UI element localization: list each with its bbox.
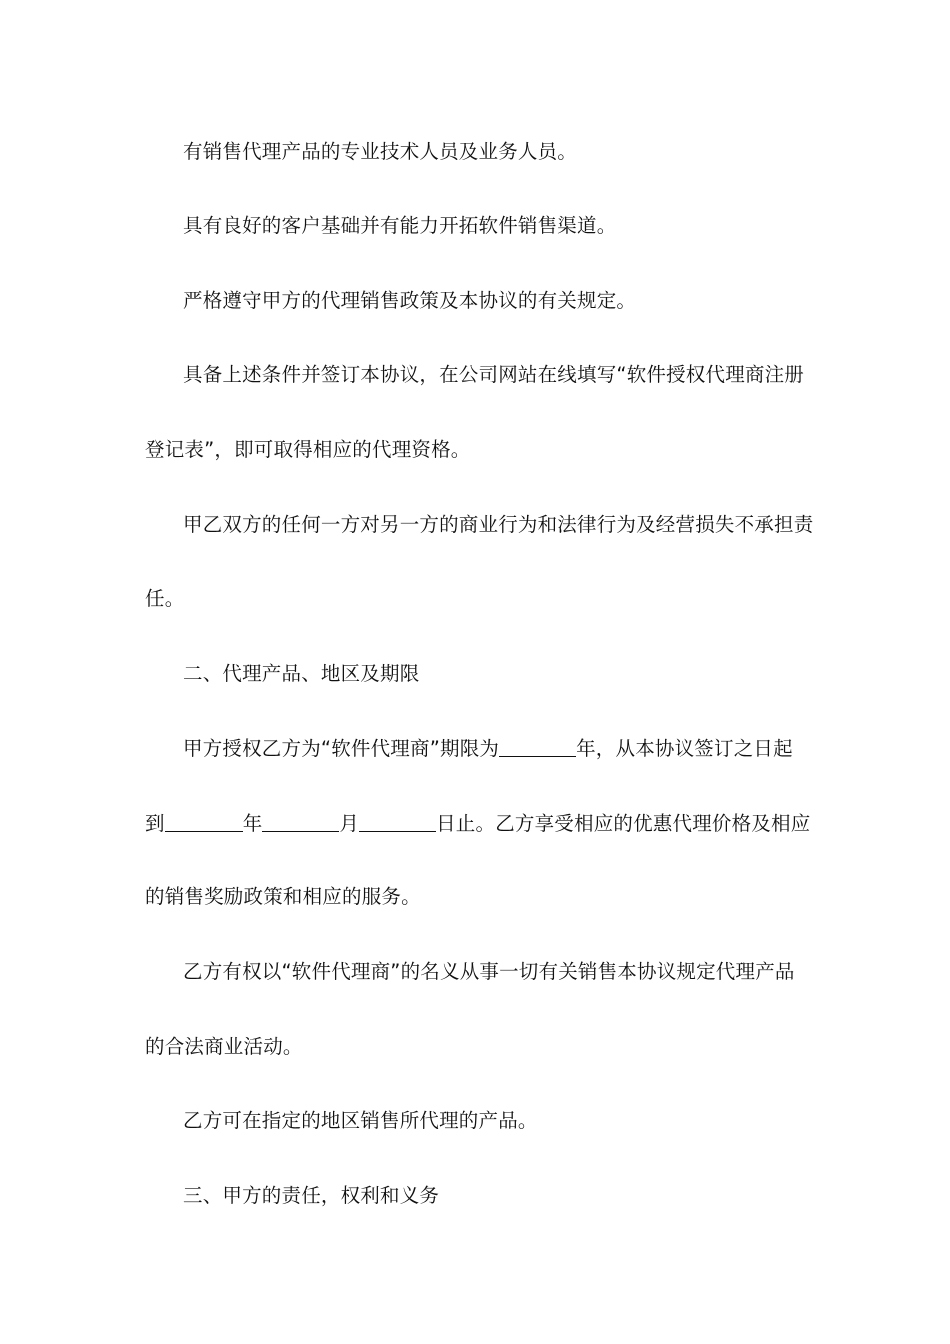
text-segment: 月 xyxy=(339,812,360,835)
paragraph-line: 登记表”，即可取得相应的代理资格。 xyxy=(145,438,471,461)
text-segment: 年 xyxy=(242,812,263,835)
paragraph-line: 具备上述条件并签订本协议，在公司网站在线填写“软件授权代理商注册 xyxy=(183,363,805,386)
paragraph-line: 严格遵守甲方的代理销售政策及本协议的有关规定。 xyxy=(183,289,637,312)
fill-in-blank-month xyxy=(262,813,339,832)
text-segment: 年，从本协议签订之日起 xyxy=(576,737,793,760)
fill-in-blank-year xyxy=(165,813,243,832)
section-heading: 三、甲方的责任，权利和义务 xyxy=(183,1184,440,1207)
paragraph-line: 的合法商业活动。 xyxy=(145,1035,303,1058)
paragraph-line: 的销售奖励政策和相应的服务。 xyxy=(145,885,421,908)
paragraph-line: 乙方有权以“软件代理商”的名义从事一切有关销售本协议规定代理产品 xyxy=(183,960,795,983)
paragraph-line: 具有良好的客户基础并有能力开拓软件销售渠道。 xyxy=(183,214,617,237)
fill-in-blank-day xyxy=(359,813,436,832)
paragraph-line xyxy=(183,738,853,759)
fill-in-blank-years xyxy=(499,738,576,757)
paragraph-line xyxy=(145,813,815,834)
paragraph-line: 乙方可在指定的地区销售所代理的产品。 xyxy=(183,1109,538,1132)
text-segment: 到 xyxy=(145,812,165,835)
paragraph-line: 有销售代理产品的专业技术人员及业务人员。 xyxy=(183,140,578,163)
paragraph-line: 任。 xyxy=(145,587,185,610)
text-segment: 日止。乙方享受相应的优惠代理价格及相应 xyxy=(436,812,811,835)
paragraph-line: 甲乙双方的任何一方对另一方的商业行为和法律行为及经营损失不承担责 xyxy=(183,513,814,536)
section-heading: 二、代理产品、地区及期限 xyxy=(183,662,420,685)
text-segment: 甲方授权乙方为“软件代理商”期限为 xyxy=(183,737,500,760)
